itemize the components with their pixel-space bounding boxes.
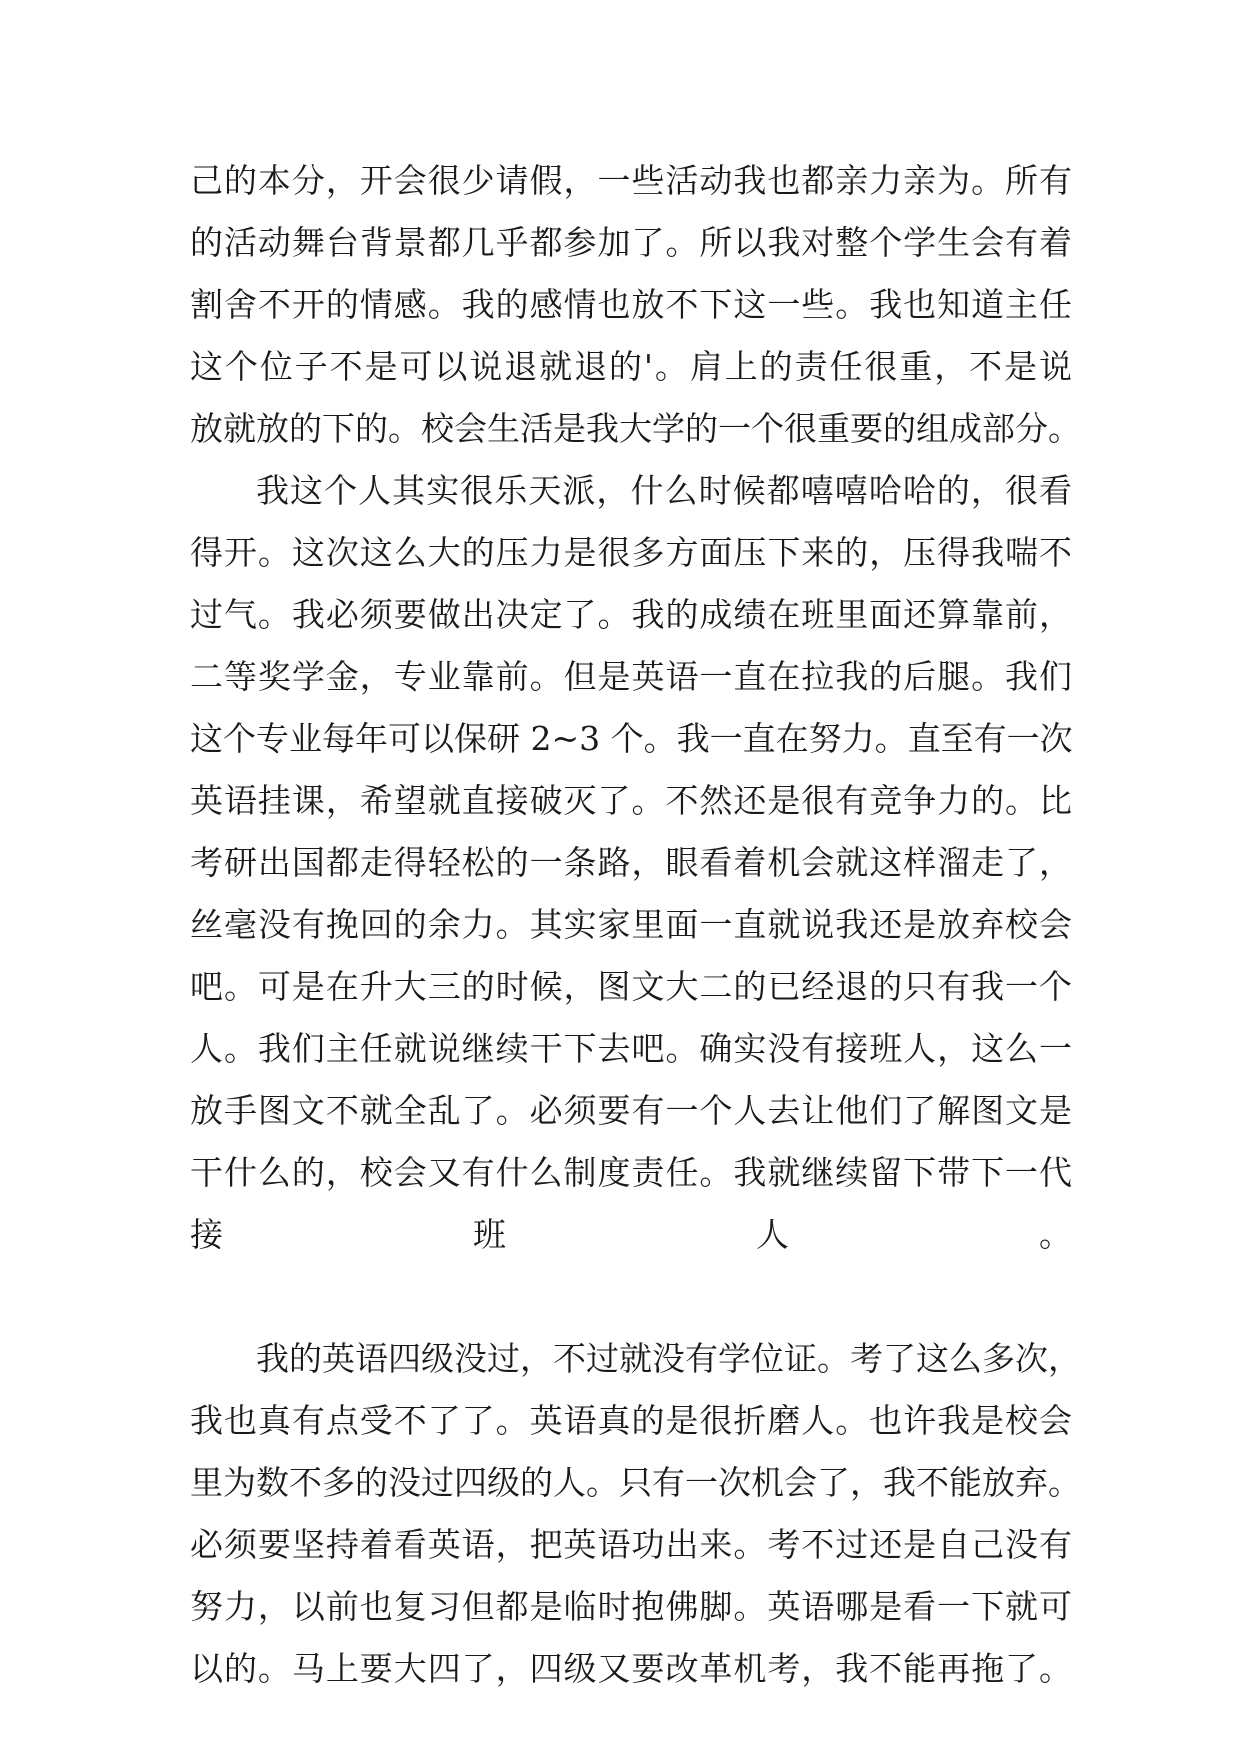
text-line: 丝毫没有挽回的余力。其实家里面一直就说我还是放弃校会 [190,905,1072,944]
text-line: 里为数不多的没过四级的人。只有一次机会了，我不能放弃。 [190,1463,1081,1502]
text-line: 己的本分，开会很少请假，一些活动我也都亲力亲为。所有 [190,161,1072,200]
text-line: 放手图文不就全乱了。必须要有一个人去让他们了解图文是 [190,1091,1072,1130]
text-line: 过气。我必须要做出决定了。我的成绩在班里面还算靠前， [190,595,1072,634]
paragraph-1 [190,150,1081,460]
text-line: 以的。马上要大四了，四级又要改革机考，我不能再拖了。 [190,1649,1072,1688]
text-line: 努力，以前也复习但都是临时抱佛脚。英语哪是看一下就可 [190,1587,1072,1626]
text-line: 人。我们主任就说继续干下去吧。确实没有接班人，这么一 [190,1029,1072,1068]
text-line: 干什么的，校会又有什么制度责任。我就继续留下带下一代 [190,1153,1072,1192]
text-line: 吧。可是在升大三的时候，图文大二的已经退的只有我一个 [190,967,1072,1006]
text-line: 我的英语四级没过，不过就没有学位证。考了这么多次， [256,1339,1081,1378]
text-line: 的活动舞台背景都几乎都参加了。所以我对整个学生会有着 [190,223,1072,262]
paragraph-3 [190,1328,1081,1700]
text-line: 我这个人其实很乐天派，什么时候都嘻嘻哈哈的，很看 [256,471,1072,510]
text-line: 考研出国都走得轻松的一条路，眼看着机会就这样溜走了， [190,843,1072,882]
text-line: 英语挂课，希望就直接破灭了。不然还是很有竞争力的。比 [190,781,1072,820]
text-line: 必须要坚持着看英语，把英语功出来。考不过还是自己没有 [190,1525,1072,1564]
text-line: 这个专业每年可以保研 2~3 个。我一直在努力。直至有一次 [190,719,1073,758]
text-line: 放就放的下的。校会生活是我大学的一个很重要的组成部分。 [190,409,1081,448]
text-line: 得开。这次这么大的压力是很多方面压下来的，压得我喘不 [190,533,1072,572]
paragraph-2 [190,460,1072,1328]
text-line: 二等奖学金，专业靠前。但是英语一直在拉我的后腿。我们 [190,657,1072,696]
text-line: 这个位子不是可以说退就退的'。肩上的责任很重，不是说 [190,347,1072,386]
text-line: 接班人。 [190,1215,1072,1254]
text-line [190,1266,1072,1328]
document-body [190,150,1081,1700]
text-line: 割舍不开的情感。我的感情也放不下这一些。我也知道主任 [190,285,1072,324]
text-line: 我也真有点受不了了。英语真的是很折磨人。也许我是校会 [190,1401,1072,1440]
